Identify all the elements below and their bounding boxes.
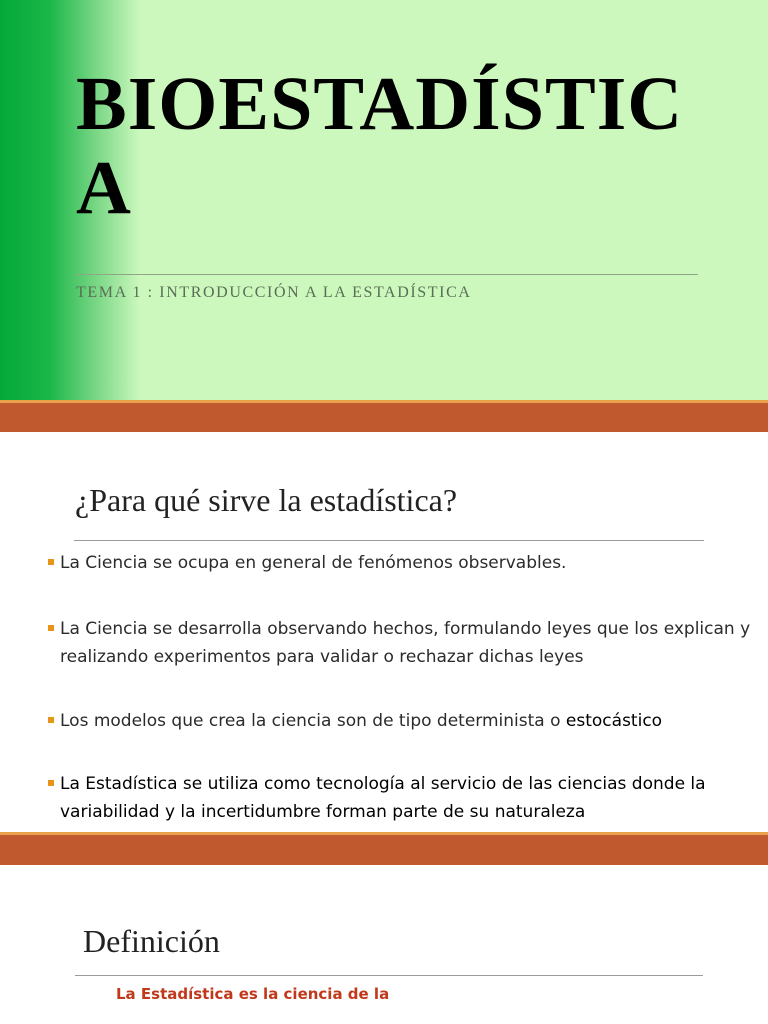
- bullet-text: La Estadística se utiliza como tecnología al servicio de las ciencias donde la variabilidad y la incertidumbre forman parte de su naturaleza: [60, 774, 706, 822]
- title-slide: [0, 0, 768, 400]
- slide-subtitle: TEMA 1 : INTRODUCCIÓN A LA ESTADÍSTICA: [76, 284, 472, 301]
- slide-separator: [0, 832, 768, 865]
- square-bullet-icon: [48, 559, 54, 565]
- bullet-list: [46, 549, 756, 826]
- bullet-item: [46, 549, 756, 577]
- heading-divider: [75, 975, 703, 976]
- square-bullet-icon: [48, 625, 54, 631]
- bullet-text: Los modelos que crea la ciencia son de tipo determinista o: [60, 711, 566, 731]
- definition-text: La Estadística es la ciencia de la: [116, 985, 390, 1003]
- heading-divider: [74, 540, 704, 541]
- slide-heading: ¿Para qué sirve la estadística?: [75, 482, 458, 518]
- bullet-item: [46, 707, 756, 735]
- title-divider: [76, 274, 698, 275]
- bullet-item: [46, 615, 756, 671]
- slide-separator: [0, 400, 768, 432]
- bullet-emphasis: estocástico: [565, 711, 663, 731]
- content-slide: [0, 432, 768, 832]
- bullet-text: La Ciencia se ocupa en general de fenómenos observables.: [60, 553, 567, 573]
- bullet-text: La Ciencia se desarrolla observando hechos, formulando leyes que los explican y realizando experimentos para validar o rechazar dichas leyes: [60, 619, 751, 667]
- bullet-item: [46, 770, 756, 826]
- slide-heading: Definición: [83, 923, 220, 959]
- slide-title: BIOESTADÍSTICA: [76, 62, 684, 230]
- square-bullet-icon: [48, 780, 54, 786]
- square-bullet-icon: [48, 717, 54, 723]
- definition-slide: [0, 865, 768, 1024]
